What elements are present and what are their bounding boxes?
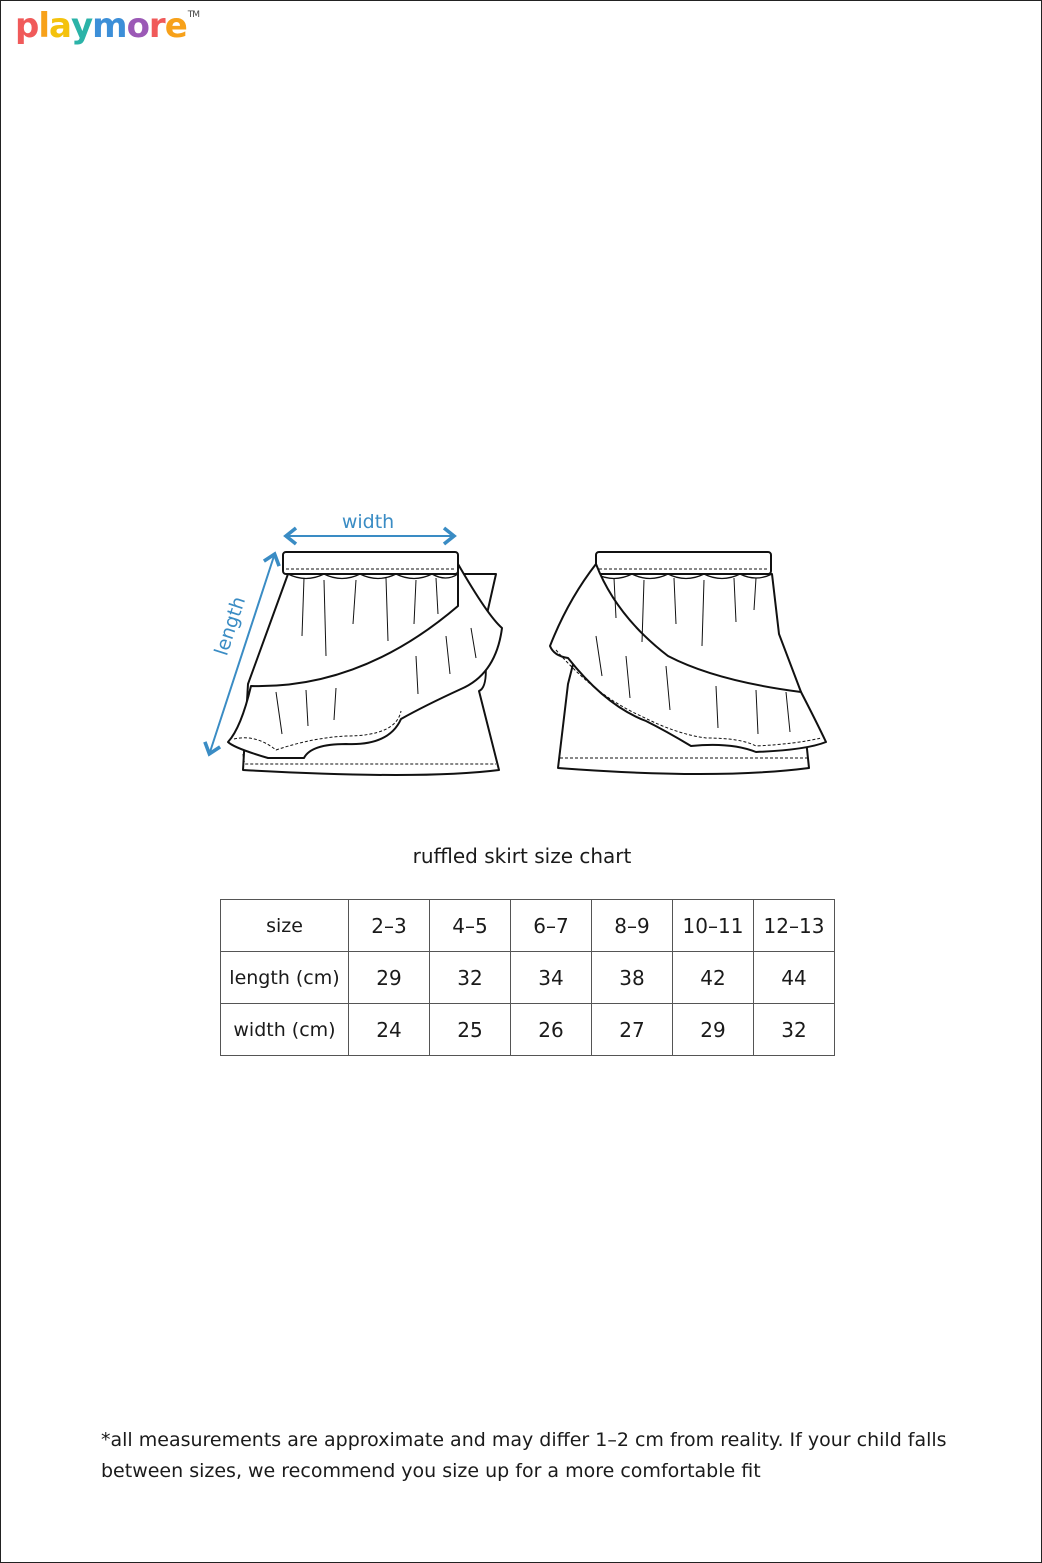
table-cell: 32 — [754, 1004, 835, 1056]
table-cell: 29 — [673, 1004, 754, 1056]
logo-letter: l — [38, 6, 49, 46]
skirt-back-view — [550, 552, 826, 774]
table-row-label: width (cm) — [221, 1004, 349, 1056]
table-cell: 44 — [754, 952, 835, 1004]
width-measurement — [288, 511, 452, 536]
trademark-mark: TM — [187, 10, 200, 20]
logo-letter: o — [126, 6, 149, 46]
table-cell: 26 — [511, 1004, 592, 1056]
table-row-label: length (cm) — [221, 952, 349, 1004]
table-cell: 29 — [349, 952, 430, 1004]
table-header-cell: size — [221, 900, 349, 952]
logo-letter: m — [92, 6, 127, 46]
table-row-sizes — [221, 900, 835, 952]
table-cell: 24 — [349, 1004, 430, 1056]
logo-letter: p — [15, 6, 39, 46]
table-cell: 38 — [592, 952, 673, 1004]
table-header-cell: 8–9 — [592, 900, 673, 952]
table-cell: 27 — [592, 1004, 673, 1056]
length-label: length — [210, 593, 251, 659]
logo-letter: r — [148, 6, 165, 46]
table-row-width — [221, 1004, 835, 1056]
table-cell: 25 — [430, 1004, 511, 1056]
table-header-cell: 10–11 — [673, 900, 754, 952]
table-row-length — [221, 952, 835, 1004]
skirt-front-view — [228, 552, 502, 775]
skirt-illustration — [196, 506, 836, 791]
width-label: width — [341, 511, 395, 533]
size-chart-title: ruffled skirt size chart — [412, 844, 632, 868]
size-chart-table — [220, 899, 835, 1056]
measurement-footnote: *all measurements are approximate and may differ 1–2 cm from reality. If your child falls between sizes, we recommend you size up for a more comfortable fit — [101, 1429, 947, 1482]
table-header-cell: 12–13 — [754, 900, 835, 952]
logo-letter: y — [70, 6, 93, 46]
table-header-cell: 6–7 — [511, 900, 592, 952]
brand-logo — [15, 6, 200, 46]
logo-letter: e — [164, 6, 187, 46]
table-cell: 34 — [511, 952, 592, 1004]
logo-letter: a — [49, 6, 71, 46]
table-cell: 42 — [673, 952, 754, 1004]
table-cell: 32 — [430, 952, 511, 1004]
table-header-cell: 4–5 — [430, 900, 511, 952]
table-header-cell: 2–3 — [349, 900, 430, 952]
